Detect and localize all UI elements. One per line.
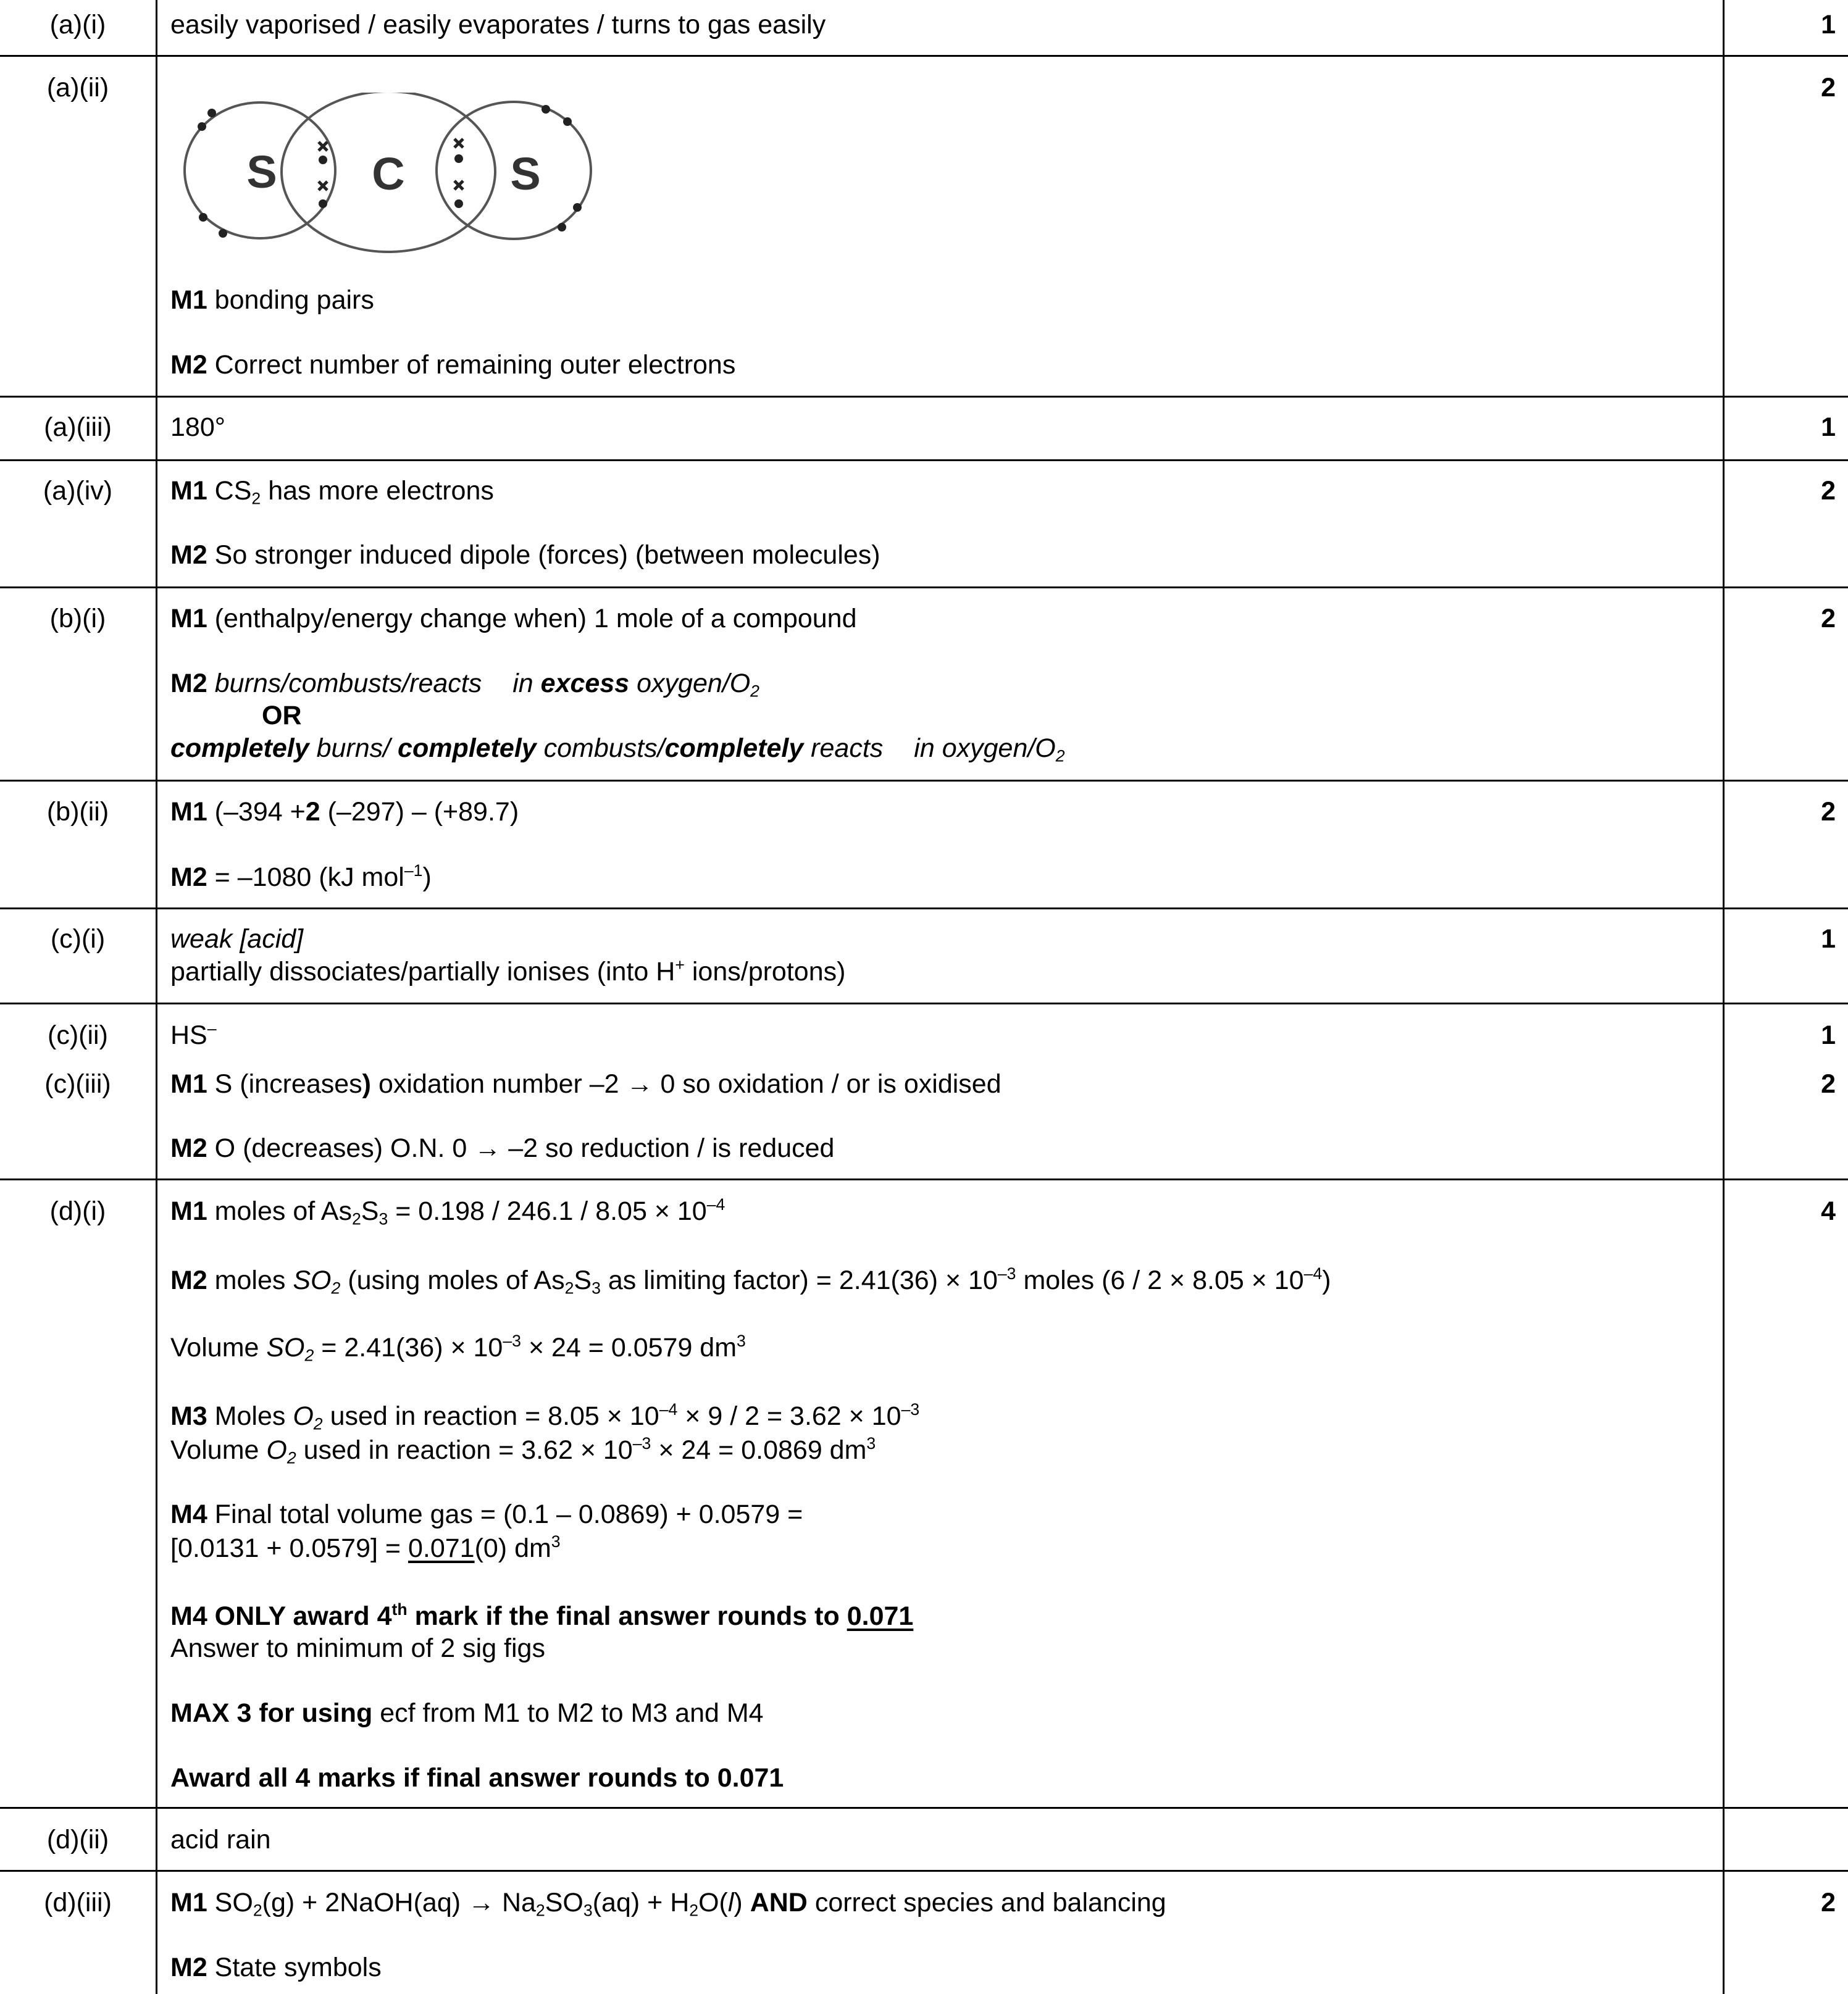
bonding-pair-left — [319, 142, 327, 208]
answer-line: 180° — [170, 412, 225, 442]
answer-line: M2 So stronger induced dipole (forces) (between molecules) — [170, 540, 880, 570]
answer-line: M2 State symbols — [170, 1953, 382, 1982]
answer-line: Volume $O_2$ used in reaction = $3.62 \times 10^{-3} \times 24 = 0.0869$ $dm^3$ — [170, 1434, 876, 1467]
answer-line: HS– — [170, 1019, 217, 1050]
column-divider-left — [156, 0, 157, 1994]
mark-value: 1 — [1821, 412, 1836, 442]
answer-line: Answer to minimum of 2 sig figs — [170, 1633, 545, 1663]
question-label: (a)(ii) — [46, 73, 109, 102]
answer-line: M1 $CS_2$ has more electrons — [170, 476, 494, 508]
question-label: (c)(ii) — [48, 1020, 108, 1050]
answer-line: Award all 4 marks if final answer rounds to 0.071 — [170, 1763, 784, 1793]
row-divider — [0, 55, 1848, 57]
mark-value: 2 — [1821, 1888, 1836, 1917]
answer-line: M2 = –1080 (kJ mol$^{-1}$) — [170, 861, 432, 892]
mark-value: 2 — [1821, 476, 1836, 506]
mark-value: 2 — [1821, 1069, 1836, 1099]
question-label: (d)(ii) — [46, 1825, 109, 1854]
row-divider — [0, 1807, 1848, 1809]
question-label: (c)(i) — [50, 924, 106, 954]
question-label: (a)(iii) — [44, 412, 112, 442]
question-label: (b)(ii) — [46, 797, 109, 827]
mark-value: 4 — [1821, 1196, 1836, 1226]
answer-line: partially dissociates/partially ionises (into H+ ions/protons) — [170, 956, 846, 987]
row-divider — [0, 907, 1848, 909]
sulfur-atom-right-label: S — [510, 148, 541, 199]
row-divider — [0, 1003, 1848, 1004]
answer-line: easily vaporised / easily evaporates / turns to gas easily — [170, 10, 826, 40]
answer-line: Volume $SO_2 = 2.41(36) \times 10^{-3} \times 24 = 0.0579$ $dm^3$ — [170, 1332, 746, 1365]
answer-line: M3 Moles $O_2$ used in reaction = $8.05 \times 10^{-4} \times 9 / 2 = 3.62 \times 10^{-3}$ — [170, 1400, 920, 1433]
answer-line: completely burns/ completely combusts/completely reacts in oxygen/$O_2$ — [170, 733, 1065, 765]
mark-value: 2 — [1821, 604, 1836, 633]
mark-value: 2 — [1821, 73, 1836, 102]
question-label: (d)(i) — [49, 1196, 106, 1226]
carbon-atom-label: C — [372, 148, 405, 199]
question-label: (a)(i) — [49, 10, 106, 40]
answer-line: M2 burns/combusts/reacts in excess oxygen/$O_2$ — [170, 669, 759, 701]
row-divider — [0, 1178, 1848, 1180]
question-label: (b)(i) — [49, 604, 106, 633]
row-divider — [0, 780, 1848, 782]
answer-line: M1 moles of $As_2S_3 = 0.198 / 246.1 / 8.05 \times 10^{-4}$ — [170, 1195, 725, 1229]
question-label: (d)(iii) — [44, 1888, 112, 1917]
answer-line: M1 S (increases) oxidation number –2 → 0 so oxidation / or is oxidised — [170, 1069, 1001, 1099]
answer-line: [0.0131 + 0.0579] = 0.071(0) $dm^3$ — [170, 1532, 561, 1563]
answer-line: M4 Final total volume gas = (0.1 – 0.0869) + 0.0579 = — [170, 1500, 803, 1529]
question-label: (c)(iii) — [44, 1069, 111, 1099]
question-label: (a)(iv) — [43, 476, 113, 506]
answer-line: M2 O (decreases) O.N. 0 → –2 so reduction / is reduced — [170, 1133, 835, 1163]
row-divider — [0, 459, 1848, 461]
answer-line: OR — [262, 701, 302, 730]
column-divider-right — [1723, 0, 1725, 1994]
answer-line: M2 moles $SO_2$ (using moles of $As_2S_3$ as limiting factor) = $2.41(36) \times 10^{-3}$ moles $(6 / 2 \times 8.05 \times 10^{-4})$ — [170, 1264, 1331, 1298]
row-divider — [0, 586, 1848, 588]
answer-line: M2 Correct number of remaining outer electrons — [170, 350, 736, 380]
answer-line: M1 (–394 +2 (–297) – (+89.7) — [170, 797, 519, 827]
mark-value: 1 — [1821, 10, 1836, 40]
answer-line: MAX 3 for using ecf from M1 to M2 to M3 and M4 — [170, 1698, 764, 1728]
answer-line: weak [acid] — [170, 924, 304, 954]
row-divider — [0, 396, 1848, 398]
sulfur-atom-left-label: S — [246, 146, 277, 198]
mark-value: 2 — [1821, 797, 1836, 827]
mark-value: 1 — [1821, 924, 1836, 954]
cs2-dot-cross-diagram — [183, 93, 615, 265]
answer-line: M4 ONLY award 4th mark if the final answer rounds to 0.071 — [170, 1600, 914, 1631]
answer-line: M1 $SO_2(g)$ + 2NaOH(aq) → $Na_2SO_3(aq) + H_2O(l)$ AND correct species and balancing — [170, 1888, 1166, 1920]
answer-line: acid rain — [170, 1825, 271, 1854]
mark-value: 1 — [1821, 1020, 1836, 1050]
row-divider — [0, 1870, 1848, 1872]
bonding-pair-right — [454, 139, 463, 208]
answer-line: M1 bonding pairs — [170, 285, 374, 315]
answer-line: M1 (enthalpy/energy change when) 1 mole of a compound — [170, 604, 857, 633]
